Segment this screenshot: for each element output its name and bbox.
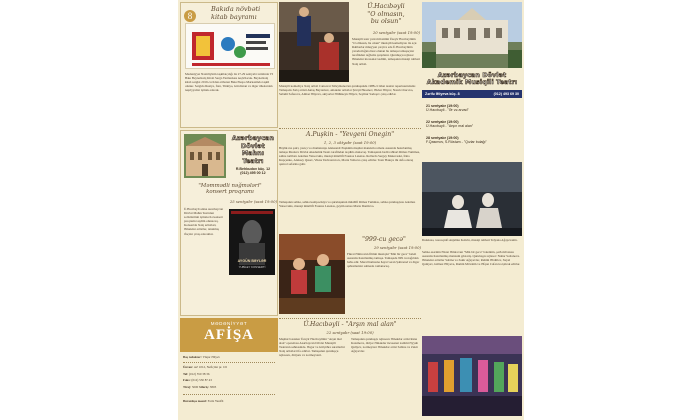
nagil-title: "999-cu gecə" — [362, 236, 406, 243]
schedule-item-date: 28 sentyabr (19:00) — [426, 136, 459, 140]
imprint-responsible — [183, 399, 277, 403]
schedule-item[interactable] — [426, 120, 518, 129]
concert-poster-subtitle: YUBİLEY KONSERTİ — [238, 265, 266, 269]
imprint-block — [180, 354, 278, 418]
concert-poster-image — [229, 209, 275, 275]
imprint-editor — [183, 355, 277, 359]
arshin-text-2: Tamaşanın quruluşçu rejissoru Əməkdar artist Rəna Kazımova, dirijor Əməkdar incəsənət xadimi Əyyub Quliyev, xormeyster Əməkdar artist Səbinə və Zakir Ağayevlər. — [351, 337, 419, 354]
song-concert-name: "Məmmədli nəğmələri" — [198, 183, 262, 189]
song-theatre-building-photo — [184, 134, 226, 178]
song-concert-subtitle: konsert proqramı — [206, 189, 254, 196]
nagil-date: 29 sentyabr (saat 19:00) — [373, 245, 421, 250]
left-column — [180, 0, 278, 420]
song-theatre-title-line-4: Teatrı — [242, 157, 264, 165]
nagil-extra-text: Səhnə əsərinin Fikrət Əmirovun "Min bir gecə" baletinin, şərh mövzusu əsasında hazırlanmış mənzum göstəriş. Quruluşçu rejissor: Nahar Soltanova. Əməkdar artistlər Səbinə və Zakir Ağayevlər, Rəhim Əbdülov, Xəyal Qəniyev, Gülnaz Əliyeva, Ramin Mövsüm və Əfqan Cəfərova iştirak edirlər. — [422, 250, 521, 267]
ballet-photo — [279, 234, 345, 314]
arshin-title: Ü.Hacıbəyli - "Arşın mal alan" — [303, 321, 397, 328]
book-fair-article — [180, 2, 278, 128]
theatre-building-photo — [422, 2, 522, 68]
onegin-text: Böyük rus şairi, yazıçı və dramaturqu Aleksandr Puşkinin məşhur mənzum romanı əsasında hazırlanmış tamaşa Moskva Dövlət Akademik Teatrı tərəfindən təqdim olunacaq. Tamaşanın bədii rəhbəri Rimas Tuminas, səhnə tərtibatı Adomas Yatsovskis, musiqi müəllifi Faustas Latenas. Rollarda Sergey Makoveski, İrina Kupçenko, Aleksey Qusev, Viktor Dobronravov, Maria Volkova çıxış edirlər. Teatr Bakıya ilk dəfə olaraq qastrol səfərinə gəlir. — [279, 146, 420, 167]
imprint-responsible-value: Fariz Yusifli — [207, 399, 224, 403]
theatre-title-line-1: Azərbaycan Dövlət — [437, 72, 507, 79]
opera-title-line-3: bu olsun" — [370, 17, 402, 26]
afisha-masthead-top: MƏDƏNİYYƏT — [210, 321, 248, 326]
imprint-phone-value: (012) 550 38 36 — [189, 372, 210, 376]
theatre-title — [422, 72, 522, 87]
schedule-item[interactable] — [426, 136, 518, 145]
onegin-text-2: Tamaşanın səhnə, səhnə kompozisiya və quruluşunun müəllifi Rimas Tuminas, səhnə quruluşçusu Adomas Yatsovskis, musiqi müəllifi Faustas Latenas, geyim ustası Maria Danilova. — [279, 200, 416, 209]
imprint-print-run-value: 5000 — [191, 385, 199, 389]
article-number-badge: 8 — [184, 6, 196, 24]
concert-poster-name: AYGÜN BƏYLƏR — [237, 259, 267, 263]
imprint-phone-label: Tel: — [183, 372, 189, 376]
opera-scene-photo — [279, 2, 349, 82]
song-theatre-title — [228, 135, 278, 165]
theatre-address: Zərifə Əliyeva küç. 8 — [425, 92, 460, 96]
imprint-address-label: Ünvan: — [183, 365, 194, 369]
song-theatre-title-line-2: Dövlət — [241, 142, 265, 150]
onegin-article — [279, 128, 421, 232]
afisha-masthead — [180, 318, 278, 352]
onegin-date: 1, 2, 3 oktyabr (saat 19:00) — [323, 140, 377, 145]
arshin-stage-photo — [422, 336, 522, 416]
onegin-stage-photo — [422, 162, 522, 236]
book-fair-text: Mədəniyyət Nazirliyinin təşkilatçılığı ilə 27-29 sentyabr tarixində VI Bakı Beynəlxalq Kitab Sərgi-Yarmarkası keçiriləcək. Beynəlxalq kitab sərgisi 2019-cu ildən etibarən Bakı Ekspo Mərkəzində təşkil olunur. Sərgidə Rusiya, İran, Türkiyə, Gürcüstan və digər ölkələrdən nəşriyyatlar iştirak edəcək. — [185, 72, 274, 93]
book-fair-title-line-2: kitab bayramı — [211, 12, 257, 21]
schedule-item-date: 22 sentyabr (19:00) — [426, 120, 459, 124]
song-theatre-article — [180, 130, 278, 316]
middle-column — [279, 0, 421, 420]
imprint-editor-label: Baş redaktor: — [183, 355, 202, 359]
schedule-item-title: F.Qasımov, S.Rüstəm - "Qızlar bulağı" — [426, 140, 487, 145]
nagil-text: Fikrət Əmirovun filmin musiqisi "Min bir gecə" baleti əsasında hazırlanmış tamaşa. Tamaşada 999 cu nağıldan bəhs edir. Məral hamısına həyat verən Şəhrazad və digər qəhrəmanlar səhnədə canlanacaq. — [347, 252, 420, 269]
nagil-article — [347, 236, 421, 314]
imprint-phone — [183, 372, 277, 376]
opera-article — [279, 2, 421, 126]
theatre-title-line-2: Akademik Musiqili Teatrı — [426, 79, 518, 87]
imprint-address — [183, 365, 277, 369]
theatre-schedule — [422, 100, 522, 160]
theatre-contact-bar — [422, 90, 522, 98]
opera-caption: Musiqili komediya Xalq artisti Cansəvər Süleymanovun quruluşunda 1988-ci ildən teatrın repertuarındadır. Tamaşada Xalq artisti Aktaş Bayramov, əməkdar artistlər Şövqü Həsənov, Əkbər Əliyev, Natalı Orucova, Səbuhi Səfərova, Almaz Əliyeva, aktyorlar Əlihüseyn Əliyev, Seymur Sadıqov çıxış edirlər. — [279, 84, 416, 97]
book-fair-title-line-1: Bakıda növbəti — [211, 5, 261, 13]
opera-date: 20 sentyabr (saat 19:00) — [372, 30, 420, 35]
book-fair-banner-image — [185, 23, 275, 69]
imprint-address-value: AZ 1012, Neftçilər pr. 1D — [193, 365, 227, 369]
schedule-item[interactable] — [426, 104, 518, 113]
schedule-item-title: Ü.Hacıbəyli - "Ər və arvad" — [426, 108, 469, 113]
imprint-fax — [183, 378, 277, 382]
arshin-article — [279, 318, 421, 418]
song-theatre-address: R.Behbudov küç. 12 — [235, 167, 271, 171]
arshin-date: 22 sentyabr (saat 19:00) — [326, 330, 374, 335]
opera-title-line-1: Ü.Hacıbəyli — [367, 2, 405, 10]
imprint-print-run — [183, 385, 277, 389]
song-concert-date: 25 sentyabr (saat 19:00) — [229, 199, 277, 204]
arshin-text: Məşhur bəstəkar Üzeyir Hacıbəylinin "Arşın mal alan" operettası Azərbaycan Dövlət Musiqili Teatrının səhnəsində. Əsgər və Gülçöhrə surətlərini Xalq artistləri ifa edirlər. Tamaşanın quruluşçu rejissoru, dirijoru və xormeysteri. — [279, 337, 345, 358]
imprint-fax-label: Faks: — [183, 378, 191, 382]
song-concert-title — [184, 183, 276, 196]
song-theatre-title-line-1: Azərbaycan — [231, 135, 275, 142]
right-column — [422, 0, 522, 420]
onegin-photo-caption: Dansləsə, xoreoqrafi Anjelika Kobrin, musiqi rəhbəri Telyana Ağayevanin. — [422, 238, 518, 242]
theatre-phone: (012) 493 69 30 — [493, 92, 519, 96]
imprint-order-label: Sifariş: — [199, 385, 209, 389]
imprint-print-run-label: Tiraj: — [183, 385, 192, 389]
imprint-order-value: 3803 — [209, 385, 217, 389]
book-fair-title — [211, 6, 260, 21]
song-theatre-title-line-3: Mahnı — [241, 150, 265, 158]
opera-text: Musiqili teatr yeni mövsümü Üzeyir Hacıbəylinin "O olmasın, bu olsun" musiqili komediyası ilə açır. Rəhbərlər müəyyən çərçivə edə Ü.Hacıbəylinin yaradıcılığına həsr olunan bu tamaşa tamaşaçılar tərəfindən rəğbətlə qarşılanır. Quruluşçu rejissor Əməkdar incəsənət xadimi, tamaşanın musiqi rəhbəri Xalq artisti. — [352, 37, 420, 66]
imprint-editor-value: Vüqar Əliyev — [202, 355, 221, 359]
song-theatre-contact — [228, 167, 278, 176]
song-concert-text: Ü.Hacıbəyli adına Azərbaycan Dövlət Mahnı Teatrının solistlərinin iştirakı ilə konsert proqramı təqdim olunacaq. Konsertdə Xalq artistləri, Əməkdar artistlər, tanınmış ifaçılar çıxış edəcəklər. — [184, 207, 224, 236]
song-theatre-phone: (012) 495 00 12 — [240, 171, 266, 176]
opera-title-line-2: "O olmasın, — [367, 9, 405, 18]
schedule-item-title: Ü.Hacıbəyli - "Arşın mal alan" — [426, 124, 474, 129]
imprint-fax-value: (012) 530 87 43 — [191, 378, 212, 382]
afisha-masthead-title: AFİŞA — [203, 327, 254, 343]
schedule-item-date: 21 sentyabr (19:00) — [426, 104, 459, 108]
onegin-title: A.Puşkin - "Yevgeni Onegin" — [305, 131, 395, 138]
imprint-responsible-label: Buraxılışa məsul: — [183, 399, 207, 403]
newspaper-page — [178, 0, 524, 420]
opera-title — [352, 3, 420, 26]
